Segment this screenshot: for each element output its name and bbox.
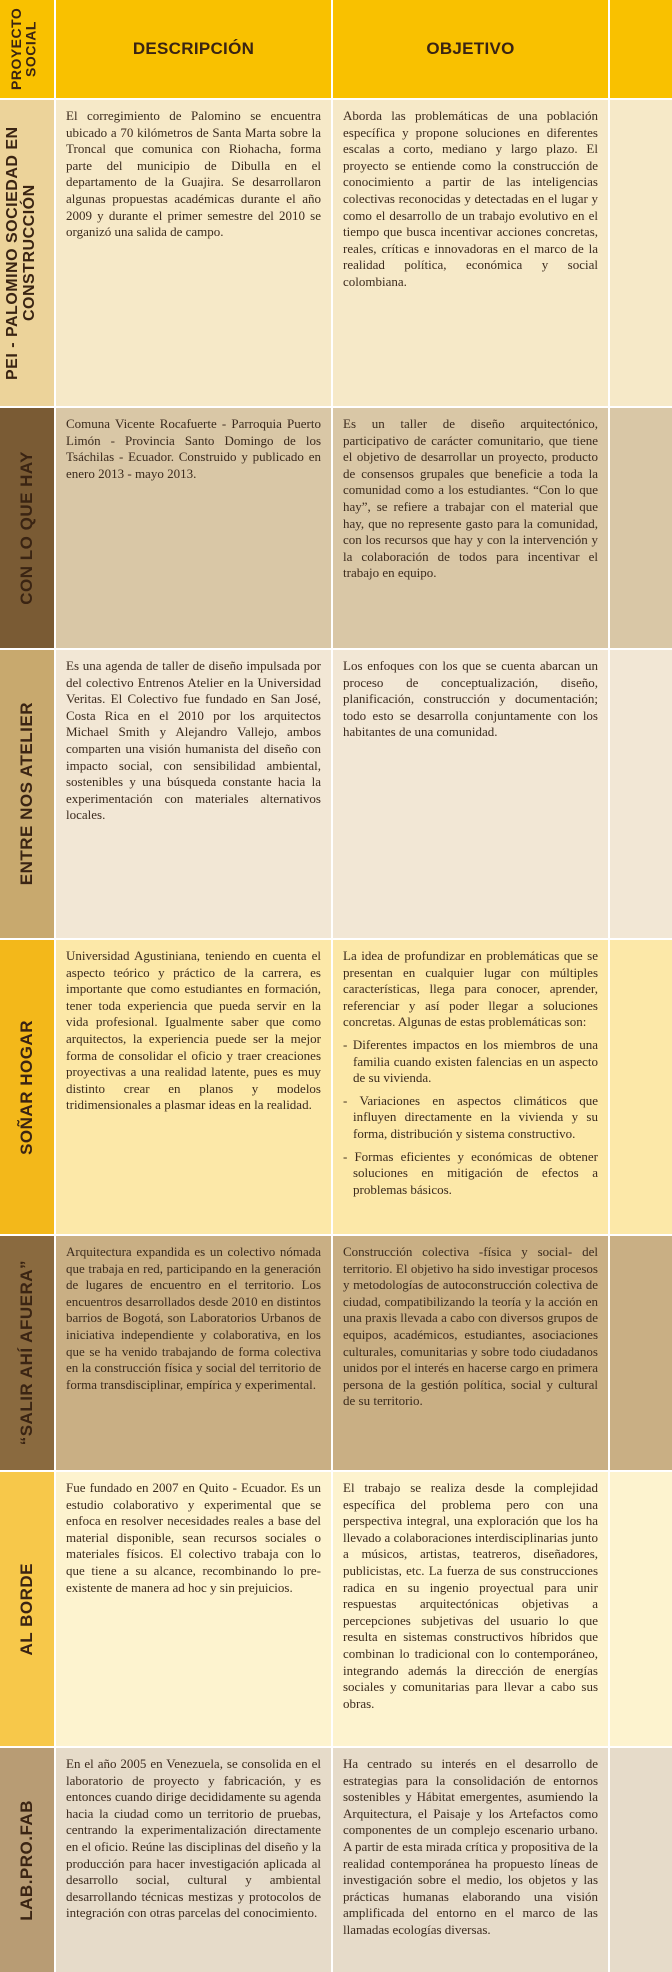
row-objetivo bbox=[333, 100, 610, 406]
row-blank-cell bbox=[610, 650, 672, 938]
objetivo-text: El trabajo se realiza desde la complejidad específica del problema pero con una perspectiva integral, una exploración que los ha llevado a colaboraciones interdisciplinarias junto a músicos, artistas, teatreros, diseñadores, publicistas, etc. La fuerza de sus construcciones radica en su ingenio proyectual para unir respuestas arquitectónicas objetivas a percepciones subjetivas del usuario lo que resulta en sistemas constructivos híbridos que combinan lo tradicional con lo contemporáneo, integrando además la dirección de energías sociales y comunitarias para llevar a cabo sus obras. bbox=[343, 1480, 598, 1711]
descripcion-text: Fue fundado en 2007 en Quito - Ecuador. Es un estudio colaborativo y experimental que se enfoca en resolver necesidades reales a base del material disponible, sean recursos sociales o materiales físicos. El colectivo trabaja con lo que tiene a su alcance, recombinando lo pre-existente de manera ad hoc y sin prejuicios. bbox=[66, 1480, 321, 1595]
table-row-palomino bbox=[0, 100, 672, 408]
row-title-cell bbox=[0, 1748, 56, 1972]
descripcion-text: El corregimiento de Palomino se encuentra ubicado a 70 kilómetros de Santa Marta sobre la Troncal que comunica con Riohacha, forma parte del municipio de Dibulla en el departamento de la Guajira. Se desarrollaron algunas propuestas académicas durante el año 2009 y durante el primer semestre del 2010 se organizó una salida de campo. bbox=[66, 108, 321, 240]
table-row-lab-pro-fab bbox=[0, 1748, 672, 1972]
row-objetivo bbox=[333, 650, 610, 938]
row-title: PEI - PALOMINO SOCIEDAD EN CONSTRUCCIÓN bbox=[4, 126, 38, 380]
row-objetivo bbox=[333, 1748, 610, 1972]
descripcion-text: En el año 2005 en Venezuela, se consolida en el laboratorio de proyecto y fabricación, y es entonces cuando dirige decididamente su agenda hacia la ciudad como un territorio de pruebas, centrando la experimentalización directamente en el oficio. Reúne las disciplinas del diseño y la producción para hacer investigación aplicada al desarrollo social, cultural y ambiental desarrollando técnicas mestizas y protocolos de integración con otras parcelas del conocimiento. bbox=[66, 1756, 321, 1921]
table-row-entre-nos-atelier bbox=[0, 650, 672, 940]
row-title: “SALIR AHÍ AFUERA” bbox=[17, 1260, 37, 1446]
header-objetivo-label: OBJETIVO bbox=[426, 39, 515, 58]
row-blank-cell bbox=[610, 408, 672, 648]
row-objetivo bbox=[333, 408, 610, 648]
header-col-blank bbox=[610, 0, 672, 98]
objetivo-text: Aborda las problemáticas de una población específica y propone soluciones en diferentes escalas a corto, mediano y largo plazo. El proyecto se entiende como la construcción de conocimiento a partir de las inteligencias colectivas reconocidas y detectadas en el lugar y como el desarrollo de un trabajo evolutivo en el tiempo que busca incentivar acciones concretas, reales, críticas e innovadoras en el marco de la realidad política, económica y social colombiana. bbox=[343, 108, 598, 289]
row-title: LAB.PRO.FAB bbox=[17, 1799, 37, 1921]
header-col-descripcion bbox=[56, 0, 333, 98]
row-title-cell bbox=[0, 100, 56, 406]
row-descripcion bbox=[56, 1748, 333, 1972]
row-title-cell bbox=[0, 1472, 56, 1746]
row-blank-cell bbox=[610, 1236, 672, 1470]
objetivo-bullet: - Formas eficientes y económicas de obtener soluciones en mitigación de efectos a problemas básicos. bbox=[343, 1148, 598, 1197]
descripcion-text: Universidad Agustiniana, teniendo en cuenta el aspecto teórico y práctico de la carrera, es importante que como estudiantes en formación, tener toda experiencia que pueda servir en la vida profesional. Igualmente saber que como arquitectos, la experiencia puede ser la mejor forma de consolidar el oficio y traer creaciones proyectivas a una realidad latente, pues es muy distinto crear en planos y modelos tridimensionales a plasmar ideas en la realidad. bbox=[66, 948, 321, 1113]
row-descripcion bbox=[56, 1472, 333, 1746]
descripcion-text: Arquitectura expandida es un colectivo nómada que trabaja en red, participando en la generación de lugares de encuentro en el territorio. Los encuentros desarrollados desde 2010 en distintos barrios de Bogotá, son Laboratorios Urbanos de iniciativa independiente y colaborativa, en los que se ha venido trabajando de forma colectiva en la construcción física y social del territorio de forma transdisciplinar, empírica y experimental. bbox=[66, 1244, 321, 1392]
table-row-al-borde bbox=[0, 1472, 672, 1748]
objetivo-text: Es un taller de diseño arquitectónico, participativo de carácter comunitario, que tiene el objetivo de desarrollar un proyecto, producto de consensos grupales que beneficie a toda la comunidad como a los estudiantes. “Con lo que hay”, se refiere a trabajar con el material que hay, que no represente gasto para la comunidad, con los recursos que hay y con la intervención y la colaboración de todos para incentivar el trabajo en equipo. bbox=[343, 416, 598, 581]
row-title-cell bbox=[0, 1236, 56, 1470]
row-title: SOÑAR HOGAR bbox=[17, 1019, 37, 1155]
row-blank-cell bbox=[610, 100, 672, 406]
objetivo-text: Construcción colectiva -física y social- del territorio. El objetivo ha sido investigar procesos y metodologías de autoconstrucción colectiva de ciudad, compatibilizando la teoría y la acción en una praxis llevada a cabo con diversos grupos de equipos, académicos, estudiantes, asociaciones culturales, comunitarias y sobre todo ciudadanos unidos por el interés en hacerse cargo en primera persona de la gestión política, social y cultural de su territorio. bbox=[343, 1244, 598, 1409]
header-col-objetivo bbox=[333, 0, 610, 98]
row-objetivo bbox=[333, 1236, 610, 1470]
row-title-cell bbox=[0, 940, 56, 1234]
objetivo-bullet: - Diferentes impactos en los miembros de una familia cuando existen falencias en un aspecto de su vivienda. bbox=[343, 1036, 598, 1086]
table-row-con-lo-que-hay bbox=[0, 408, 672, 650]
row-descripcion bbox=[56, 408, 333, 648]
objetivo-text: La idea de profundizar en problemáticas que se presentan en cualquier lugar con múltiples características, llega para conocer, aprender, referenciar y así poder llegar a soluciones concretas. Algunas de estas problemáticas son: bbox=[343, 948, 598, 1030]
row-title-cell bbox=[0, 650, 56, 938]
header-descripcion-label: DESCRIPCIÓN bbox=[132, 39, 255, 58]
row-title: CON LO QUE HAY bbox=[17, 451, 37, 605]
header-proyecto-social-label: PROYECTO SOCIAL bbox=[8, 7, 39, 91]
row-blank-cell bbox=[610, 940, 672, 1234]
row-objetivo bbox=[333, 1472, 610, 1746]
row-title: ENTRE NOS ATELIER bbox=[17, 702, 37, 886]
table-row-salir-ahi-afuera bbox=[0, 1236, 672, 1472]
row-descripcion bbox=[56, 100, 333, 406]
row-blank-cell bbox=[610, 1472, 672, 1746]
objetivo-text: Ha centrado su interés en el desarrollo de estrategias para la consolidación de entornos sostenibles y Hábitat emergentes, asumiendo la Arquitectura, el Paisaje y los Artefactos como componentes de un complejo escenario urbano. A partir de esta mirada crítica y propositiva de la realidad contemporánea ha propuesto líneas de investigación sobre el medio, los objetos y las prácticas humanas elaborando una visión amplificada del entorno en el marco de las llamadas ecologías diversas. bbox=[343, 1756, 598, 1937]
row-title: AL BORDE bbox=[17, 1562, 37, 1656]
row-title-cell bbox=[0, 408, 56, 648]
descripcion-text: Comuna Vicente Rocafuerte - Parroquia Puerto Limón - Provincia Santo Domingo de los Tsáchilas - Ecuador. Construido y publicado en enero 2013 - mayo 2013. bbox=[66, 416, 321, 481]
header-col-proyecto-social bbox=[0, 0, 56, 98]
row-descripcion bbox=[56, 1236, 333, 1470]
objetivo-bullet: - Variaciones en aspectos climáticos que influyen directamente en la vivienda y su forma, distribución y sistema constructivo. bbox=[343, 1092, 598, 1141]
row-objetivo bbox=[333, 940, 610, 1234]
row-descripcion bbox=[56, 650, 333, 938]
row-blank-cell bbox=[610, 1748, 672, 1972]
table-row-sonar-hogar bbox=[0, 940, 672, 1236]
table-header bbox=[0, 0, 672, 100]
row-descripcion bbox=[56, 940, 333, 1234]
objetivo-text: Los enfoques con los que se cuenta abarcan un proceso de conceptualización, diseño, planificación, construcción y documentación; todo esto se desarrolla conjuntamente con los habitantes de una comunidad. bbox=[343, 658, 598, 740]
descripcion-text: Es una agenda de taller de diseño impulsada por del colectivo Entrenos Atelier en la Universidad Veritas. El Colectivo fue fundado en San José, Costa Rica en el 2010 por los arquitectos Michael Smith y Alejandro Vallejo, ambos comparten una visión humanista del diseño con impacto social, con sensibilidad ambiental, sostenibles y una búsqueda constante hacia la experimentación con materiales alternativos locales. bbox=[66, 658, 321, 823]
